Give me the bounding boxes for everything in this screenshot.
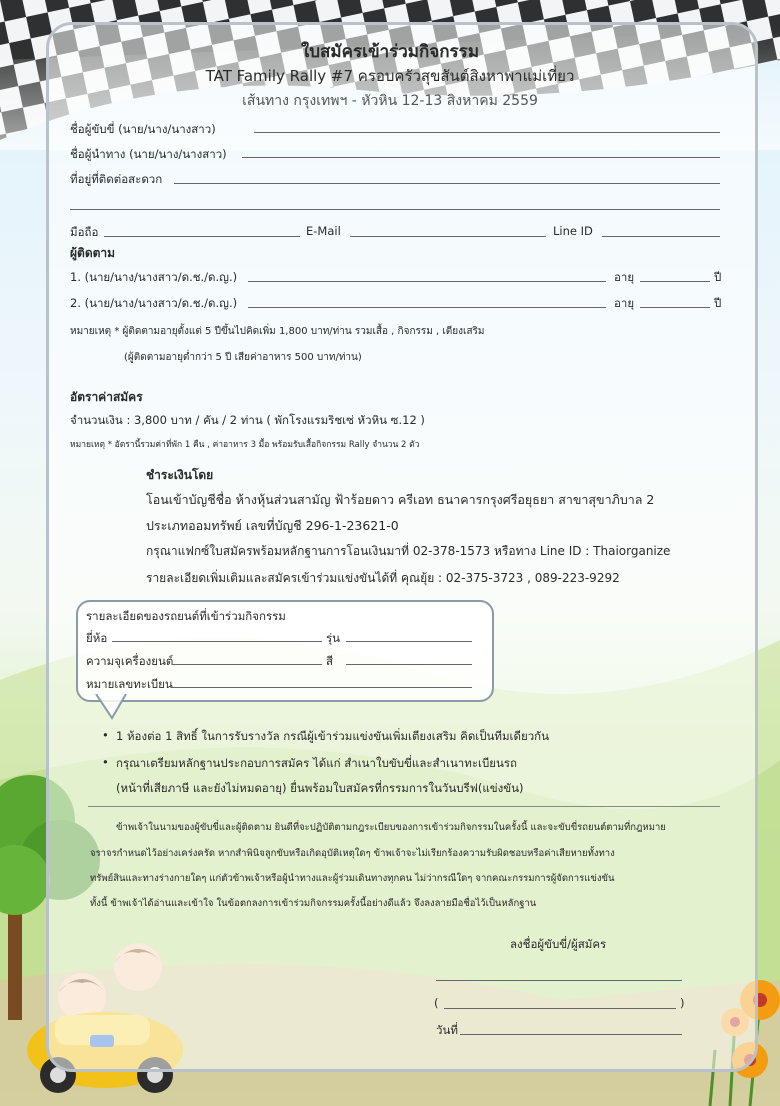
declaration-line-1: ข้าพเจ้าในนามของผู้ขับขี่และผู้ติดตาม ยินดีที่จะปฏิบัติตามกฎระเบียบของการเข้าร่วมกิจกรรมในครั้งนี้ และจะขับขี่รถยนต์ตามที่กฎหมาย <box>116 822 666 833</box>
signature-open-paren: ( <box>434 996 439 1010</box>
fee-heading: อัตราค่าสมัคร <box>70 390 143 404</box>
followers-heading: ผู้ติดตาม <box>70 246 116 260</box>
section-divider <box>88 806 720 807</box>
follower1-years-label: ปี <box>714 270 722 284</box>
declaration-line-2: จราจรกำหนดไว้อย่างเคร่งครัด หากสำพินิจลูกขับหรือเกิดอุบัติเหตุใดๆ ข้าพเจ้าจะไม่เรียกร้องความรับผิดชอบหรือค่าเสียหายทั้งทาง <box>90 848 615 859</box>
phone-field[interactable] <box>104 236 300 237</box>
email-field[interactable] <box>350 236 546 237</box>
driver-name-field[interactable] <box>254 132 720 133</box>
follower1-age-field[interactable] <box>640 281 710 282</box>
event-name: TAT Family Rally #7 ครอบครัวสุขสันต์สิงหาพาแม่เที่ยว <box>205 67 575 85</box>
driver-label: ชื่อผู้ขับขี่ (นาย/นาง/นางสาว) <box>70 122 216 136</box>
payment-contact: รายละเอียดเพิ่มเติมและสมัครเข้าร่วมแข่งขันได้ที่ คุณยุ้ย : 02-375-3723 , 089-223-9292 <box>146 571 620 585</box>
phone-label: มือถือ <box>70 225 99 239</box>
follower2-age-field[interactable] <box>640 307 710 308</box>
follower2-age-label: อายุ <box>614 296 635 310</box>
vehicle-heading: รายละเอียดของรถยนต์ที่เข้าร่วมกิจกรรม <box>86 609 286 623</box>
condition-bullet-1: • <box>102 728 109 742</box>
follower1-age-label: อายุ <box>614 270 635 284</box>
follower2-name-field[interactable] <box>248 307 606 308</box>
navigator-name-field[interactable] <box>242 157 720 158</box>
fee-amount: จำนวนเงิน : 3,800 บาท / คัน / 2 ท่าน ( พักโรงแรมริชเซ่ หัวหิน ซ.12 ) <box>70 413 425 427</box>
vehicle-color-label: สี <box>326 654 334 668</box>
condition-1: 1 ห้องต่อ 1 สิทธิ์ ในการรับรางวัล กรณีผู้เข้าร่วมแข่งขันเพิ่มเตียงเสริม คิดเป็นทีมเดียวกัน <box>116 729 549 743</box>
speech-bubble-tail-icon <box>92 694 132 720</box>
payment-heading: ชำระเงินโดย <box>146 468 214 482</box>
address-field[interactable] <box>174 183 720 184</box>
vehicle-model-label: รุ่น <box>326 631 341 645</box>
payment-account: โอนเข้าบัญชีชื่อ ห้างหุ้นส่วนสามัญ ฟ้าร้อยดาว ครีเอท ธนาคารกรุงศรีอยุธยา สาขาสุขาภิบาล 2 <box>146 492 655 507</box>
date-label: วันที่ <box>436 1023 458 1037</box>
line-id-label: Line ID <box>553 224 593 238</box>
followers-note: หมายเหตุ * ผู้ติดตามอายุตั้งแต่ 5 ปีขึ้นไปคิดเพิ่ม 1,800 บาท/ท่าน รวมเสื้อ , กิจกรรม , เตียงเสริม <box>70 326 485 337</box>
vehicle-engine-label: ความจุเครื่องยนต์ <box>86 654 174 668</box>
address-label: ที่อยู่ที่ติดต่อสะดวก <box>70 172 163 186</box>
vehicle-model-field[interactable] <box>346 641 472 642</box>
condition-bullet-2: • <box>102 755 109 769</box>
signature-close-paren: ) <box>680 996 685 1010</box>
payment-account-number: ประเภทออมทรัพย์ เลขที่บัญชี 296-1-23621-0 <box>146 518 399 533</box>
line-id-field[interactable] <box>602 236 720 237</box>
signature-field[interactable] <box>436 980 682 981</box>
vehicle-brand-label: ยี่ห้อ <box>86 631 108 645</box>
declaration-line-3: ทรัพย์สินและทางร่างกายใดๆ แก่ตัวข้าพเจ้าหรือผู้นำทางและผู้ร่วมเดินทางทุกคน ไม่ว่ากรณีใดๆ จากคณะกรรมการผู้จัดการแข่งขัน <box>90 873 615 884</box>
vehicle-color-field[interactable] <box>346 664 472 665</box>
follower1-label: 1. (นาย/นาง/นางสาว/ด.ช./ด.ญ.) <box>70 270 238 284</box>
date-field[interactable] <box>460 1034 682 1035</box>
follower2-label: 2. (นาย/นาง/นางสาว/ด.ช./ด.ญ.) <box>70 296 238 310</box>
vehicle-engine-field[interactable] <box>172 664 322 665</box>
condition-2: กรุณาเตรียมหลักฐานประกอบการสมัคร ได้แก่ สำเนาใบขับขี่และสำเนาทะเบียนรถ <box>116 756 517 770</box>
vehicle-plate-field[interactable] <box>172 687 472 688</box>
follower2-years-label: ปี <box>714 296 722 310</box>
fee-note: หมายเหตุ * อัตรานี้รวมค่าที่พัก 1 คืน , ค่าอาหาร 3 มื้อ พร้อมรับเสื้อกิจกรรม Rally จำนวน 2 ตัว <box>70 440 420 450</box>
address-field-line2[interactable] <box>70 209 720 210</box>
email-label: E-Mail <box>306 224 341 238</box>
declaration-line-4: ทั้งนี้ ข้าพเจ้าได้อ่านและเข้าใจ ในข้อตกลงการเข้าร่วมกิจกรรมครั้งนี้อย่างดีแล้ว จึงลงลายมือชื่อไว้เป็นหลักฐาน <box>90 898 537 909</box>
event-route: เส้นทาง กรุงเทพฯ - หัวหิน 12-13 สิงหาคม 2559 <box>242 93 538 109</box>
payment-fax: กรุณาแฟกซ์ใบสมัครพร้อมหลักฐานการโอนเงินมาที่ 02-378-1573 หรือทาง Line ID : Thaiorganize <box>146 544 671 558</box>
signature-label: ลงชื่อผู้ขับขี่/ผู้สมัคร <box>510 937 607 951</box>
vehicle-brand-field[interactable] <box>112 641 322 642</box>
navigator-label: ชื่อผู้นำทาง (นาย/นาง/นางสาว) <box>70 147 227 161</box>
condition-2-detail: (หน้าที่เสียภาษี และยังไม่หมดอายุ) ยื่นพร้อมใบสมัครที่กรรมการในวันบรีฟ(แข่งขัน) <box>116 781 524 795</box>
form-title: ใบสมัครเข้าร่วมกิจกรรม <box>300 42 480 62</box>
vehicle-plate-label: หมายเลขทะเบียน <box>86 677 173 691</box>
followers-note-child: (ผู้ติดตามอายุต่ำกว่า 5 ปี เสียค่าอาหาร 500 บาท/ท่าน) <box>124 352 362 363</box>
printed-name-field[interactable] <box>444 1008 676 1009</box>
follower1-name-field[interactable] <box>248 281 606 282</box>
